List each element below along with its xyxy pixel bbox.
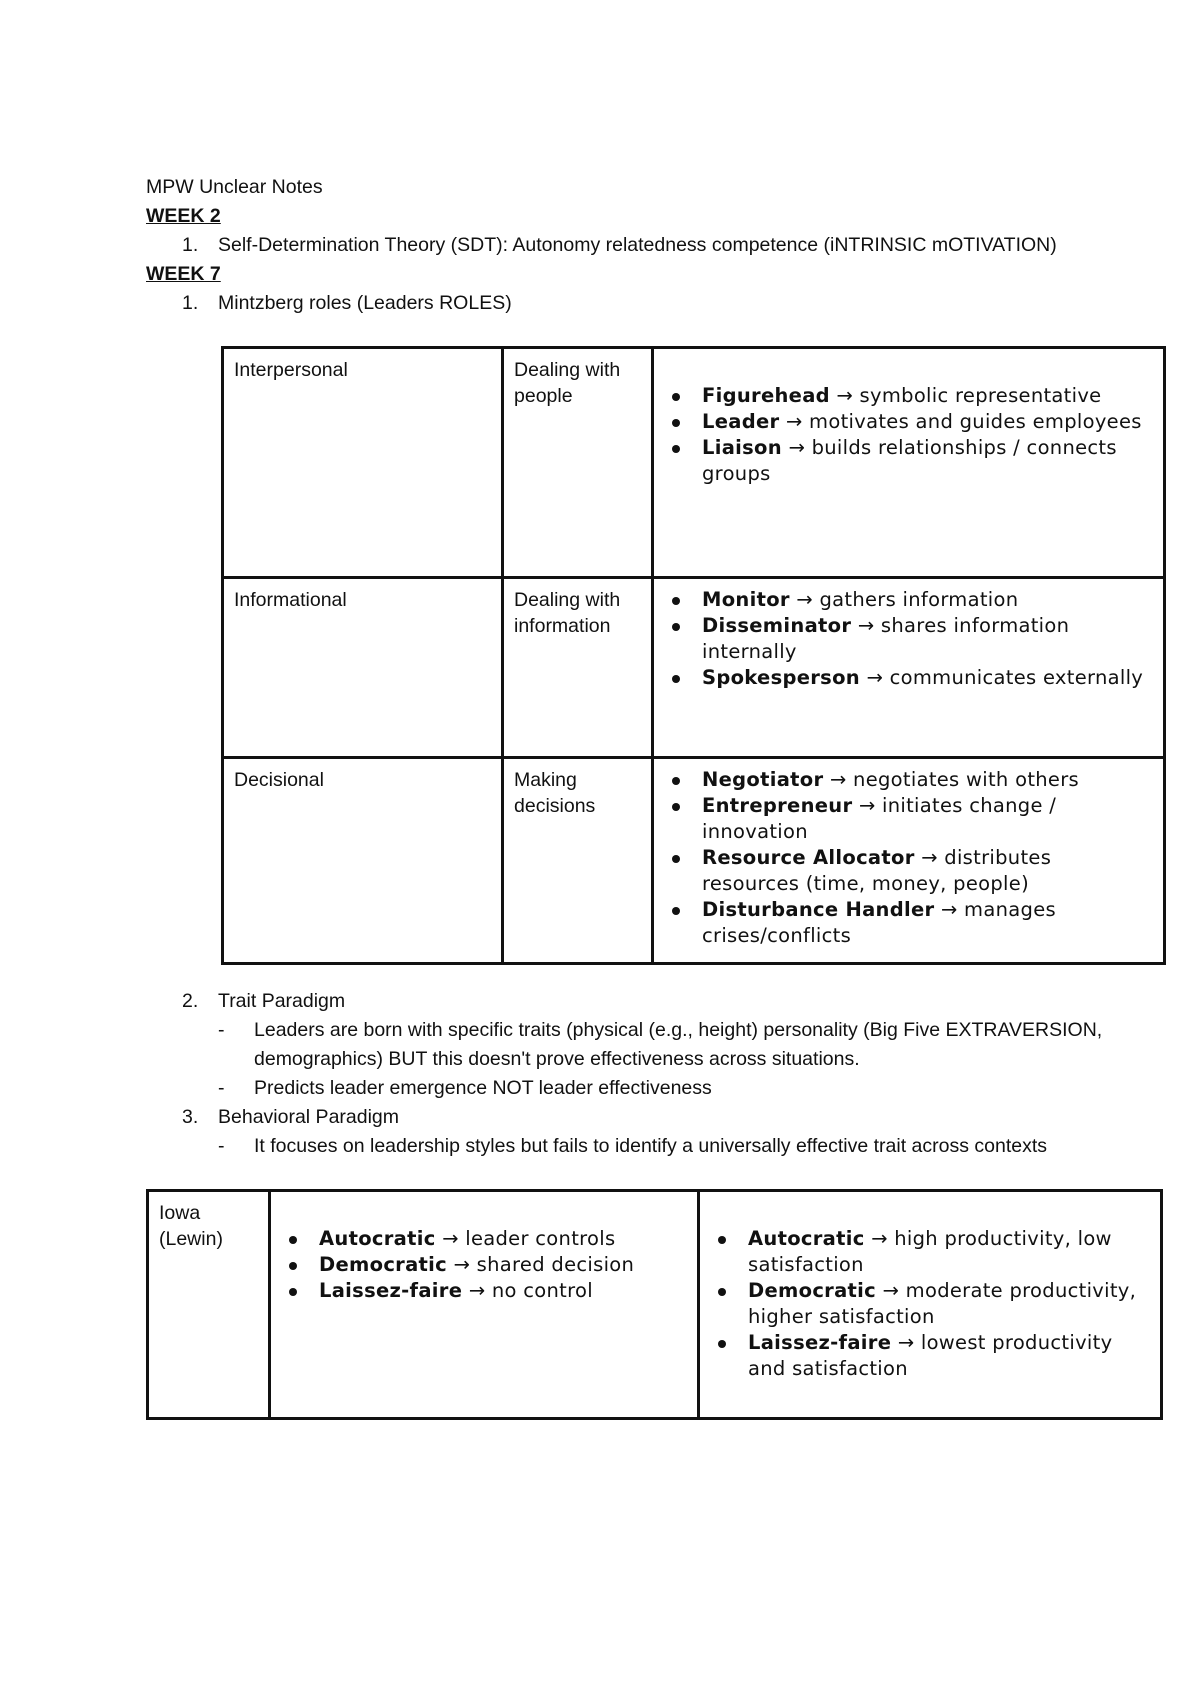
role-term: Disseminator [702,614,852,637]
role-desc: → motivates and guides employees [779,410,1142,433]
list-item: - Predicts leader emergence NOT leader effectiveness [218,1077,712,1099]
styles-cell [270,1191,699,1419]
role-list-cell [653,348,1165,578]
item-number: 2. [182,990,199,1012]
behavioral-subpoints [182,1132,1156,1161]
list-item [710,1278,1150,1330]
role-desc: → communicates externally [859,666,1144,689]
week7-heading: WEEK 7 [146,263,221,285]
table-row [148,1191,1162,1419]
style-term: Democratic [319,1253,448,1276]
outcome-term: Autocratic [748,1227,865,1250]
role-desc: → initiates change / innovation [702,794,1057,843]
role-desc: → gathers information [789,588,1019,611]
role-list-cell [653,578,1165,758]
role-term: Liaison [702,436,782,459]
role-list-cell [653,758,1165,964]
list-item [664,435,1153,487]
week7-list-continued [146,987,1156,1161]
list-item [664,613,1153,665]
table-row [223,348,1165,578]
item-text: Trait Paradigm [218,990,346,1012]
subpoint-text: Leaders are born with specific traits (physical (e.g., height) personality (Big Five EXTRAVERSION, demographics) BUT this doesn't prove effectiveness across situations. [254,1019,1103,1070]
role-category-cell: Interpersonal [223,348,503,578]
item-text: Mintzberg roles (Leaders ROLES) [218,292,512,314]
list-item [710,1226,1150,1278]
list-item: - Leaders are born with specific traits (physical (e.g., height) personality (Big Five EXTRAVERSION, demographics) BUT this doesn't prove effectiveness across situations. [218,1019,1103,1070]
list-item [664,383,1153,409]
role-term: Entrepreneur [702,794,853,817]
role-list [664,587,1153,691]
list-item [281,1226,687,1252]
document-title: MPW Unclear Notes [146,176,323,198]
week2-list [146,231,1156,260]
outcome-term: Laissez-faire [748,1331,892,1354]
role-term: Monitor [702,588,790,611]
list-item [664,897,1153,949]
role-desc: → builds relationships / connects groups [702,436,1117,485]
trait-subpoints [182,1016,1156,1103]
role-term: Figurehead [702,384,830,407]
list-item: - It focuses on leadership styles but fails to identify a universally effective trait across contexts [218,1135,1048,1157]
role-list [664,767,1153,949]
style-term: Laissez-faire [319,1279,463,1302]
role-focus-cell: Making decisions [503,758,653,964]
item-text: Behavioral Paradigm [218,1106,400,1128]
outcome-desc: → moderate productivity, higher satisfaction [748,1279,1137,1328]
table-row [223,758,1165,964]
style-desc: → shared decision [447,1253,635,1276]
subpoint-text: Predicts leader emergence NOT leader effectiveness [254,1077,712,1099]
role-desc: → manages crises/conflicts [702,898,1056,947]
outcome-desc: → lowest productivity and satisfaction [748,1331,1113,1380]
list-item [664,587,1153,613]
item-number: 3. [182,1106,199,1128]
list-item [664,793,1153,845]
table-row [223,578,1165,758]
role-desc: → distributes resources (time, money, people) [702,846,1052,895]
list-item [281,1252,687,1278]
week2-heading: WEEK 2 [146,205,221,227]
list-item [664,845,1153,897]
outcome-desc: → high productivity, low satisfaction [748,1227,1112,1276]
list-item [664,767,1153,793]
subpoint-text: It focuses on leadership styles but fails to identify a universally effective trait across contexts [254,1135,1048,1157]
role-term: Spokesperson [702,666,860,689]
role-category-cell: Informational [223,578,503,758]
style-desc: → no control [462,1279,593,1302]
list-item [146,987,1156,1103]
role-term: Resource Allocator [702,846,915,869]
outcomes-list [710,1226,1150,1382]
role-desc: → symbolic representative [829,384,1102,407]
style-desc: → leader controls [435,1227,616,1250]
list-item [664,665,1153,691]
outcomes-cell [699,1191,1162,1419]
list-item [710,1330,1150,1382]
styles-list [281,1226,687,1304]
role-focus-cell: Dealing with information [503,578,653,758]
style-term: Autocratic [319,1227,436,1250]
list-item [146,289,1156,318]
role-list [664,383,1153,487]
role-desc: → shares information internally [702,614,1070,663]
role-focus-cell: Dealing with people [503,348,653,578]
list-item [146,1103,1156,1161]
week7-list [146,289,1156,318]
list-item [664,409,1153,435]
item-number: 1. [182,292,199,314]
role-category-cell: Decisional [223,758,503,964]
study-label-cell: Iowa (Lewin) [148,1191,270,1419]
list-item [281,1278,687,1304]
role-desc: → negotiates with others [823,768,1079,791]
iowa-leadership-table [146,1189,1163,1420]
outcome-term: Democratic [748,1279,877,1302]
document-page [146,173,1156,1420]
item-number: 1. [182,234,199,256]
role-term: Negotiator [702,768,824,791]
role-term: Disturbance Handler [702,898,935,921]
role-term: Leader [702,410,780,433]
item-text: Self-Determination Theory (SDT): Autonomy relatedness competence (iNTRINSIC mOTIVATION) [218,234,1057,256]
mintzberg-roles-table [221,346,1166,965]
list-item [146,231,1156,260]
